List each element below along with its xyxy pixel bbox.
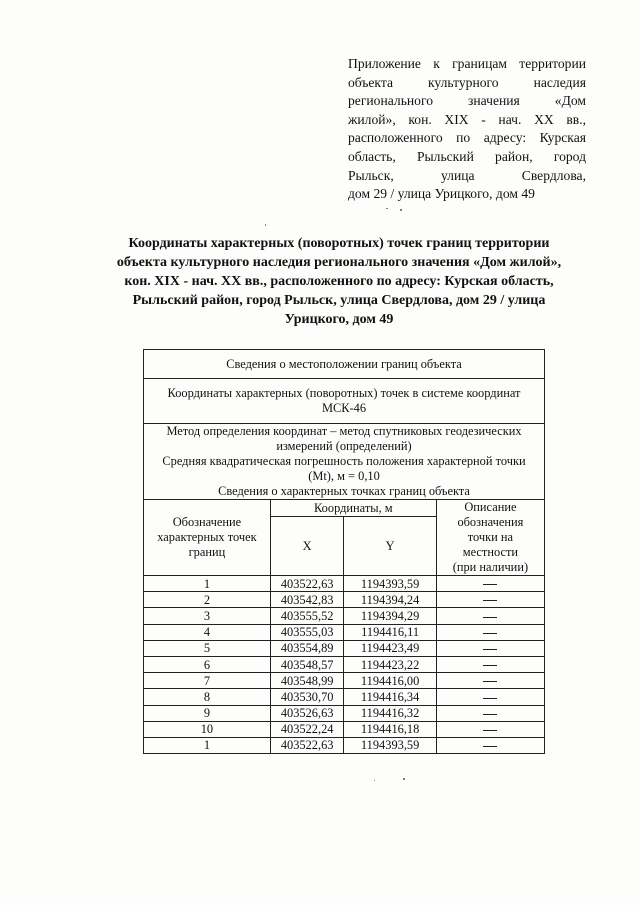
scan-speck	[386, 208, 388, 209]
coordinates-table	[143, 349, 545, 754]
dash-mark	[483, 633, 497, 634]
column-header-line: границ	[188, 545, 226, 559]
table-row	[144, 737, 545, 753]
title-line: Рыльский район, город Рыльск, улица Свердлова, дом 29 / улица	[132, 293, 546, 308]
table-row	[144, 608, 545, 624]
table-row	[144, 624, 545, 640]
column-header-line: точки на	[467, 530, 514, 544]
title-line: кон. XIX - нач. XX вв., расположенного по адресу: Курская область,	[124, 274, 554, 289]
cell-x: 403548,57	[270, 656, 344, 672]
scan-speck	[403, 778, 405, 780]
table-body	[144, 576, 545, 754]
cell-point: 5	[144, 640, 271, 656]
cell-y: 1194394,24	[344, 592, 436, 608]
cell-y: 1194423,22	[344, 656, 436, 672]
cell-description	[436, 624, 544, 640]
cell-x: 403555,52	[270, 608, 344, 624]
cell-y: 1194416,34	[344, 689, 436, 705]
cell-y: 1194416,18	[344, 721, 436, 737]
dash-mark	[483, 698, 497, 699]
cell-y: 1194416,32	[344, 705, 436, 721]
cell-x: 403548,99	[270, 673, 344, 689]
coordinate-system-line: Координаты характерных (поворотных) точек в системе координат	[167, 386, 521, 400]
method-header	[144, 424, 545, 500]
column-header-coordinates: Координаты, м	[270, 500, 436, 517]
method-line: измерений (определений)	[276, 439, 412, 453]
cell-description	[436, 673, 544, 689]
cell-description	[436, 689, 544, 705]
cell-point: 4	[144, 624, 271, 640]
dash-mark	[483, 730, 497, 731]
cell-point: 2	[144, 592, 271, 608]
cell-x: 403530,70	[270, 689, 344, 705]
cell-description	[436, 640, 544, 656]
column-header-point	[144, 500, 271, 576]
cell-x: 403522,63	[270, 576, 344, 592]
dash-mark	[483, 681, 497, 682]
table-row	[144, 705, 545, 721]
scan-speck	[265, 224, 266, 226]
method-line: Сведения о характерных точках границ объекта	[218, 484, 470, 498]
appendix-line: жилой», кон. XIX - нач. XX вв.,	[348, 111, 586, 127]
column-header-y: Y	[344, 517, 436, 576]
cell-description	[436, 592, 544, 608]
dash-mark	[483, 746, 497, 747]
cell-x: 403542,83	[270, 592, 344, 608]
coordinate-system-header	[144, 379, 545, 424]
cell-y: 1194393,59	[344, 737, 436, 753]
appendix-line: регионального значения «Дом	[348, 93, 586, 109]
cell-description	[436, 705, 544, 721]
cell-y: 1194423,49	[344, 640, 436, 656]
cell-description	[436, 721, 544, 737]
table-row	[144, 592, 545, 608]
column-header-line: характерных точек	[157, 530, 257, 544]
cell-x: 403522,63	[270, 737, 344, 753]
cell-x: 403555,03	[270, 624, 344, 640]
cell-point: 6	[144, 656, 271, 672]
cell-x: 403522,24	[270, 721, 344, 737]
cell-y: 1194394,29	[344, 608, 436, 624]
dash-mark	[483, 714, 497, 715]
method-line: Метод определения координат – метод спутниковых геодезических	[166, 424, 522, 438]
cell-point: 8	[144, 689, 271, 705]
title-line: Урицкого, дом 49	[284, 312, 394, 327]
method-line: (Mt), м = 0,10	[308, 469, 380, 483]
column-header-line: (при наличии)	[452, 560, 529, 574]
column-header-description	[436, 500, 544, 576]
coordinate-system-name: МСК-46	[321, 401, 367, 415]
appendix-note	[348, 55, 586, 204]
scan-speck	[374, 780, 375, 781]
cell-description	[436, 656, 544, 672]
appendix-line: Рыльск, улица Свердлова,	[348, 167, 586, 183]
cell-point: 3	[144, 608, 271, 624]
cell-point: 1	[144, 576, 271, 592]
table-row	[144, 673, 545, 689]
table-row	[144, 576, 545, 592]
column-header-x: X	[270, 517, 344, 576]
table-row	[144, 640, 545, 656]
cell-point: 10	[144, 721, 271, 737]
column-header-line: местности	[462, 545, 519, 559]
dash-mark	[483, 649, 497, 650]
dash-mark	[483, 617, 497, 618]
dash-mark	[483, 600, 497, 601]
column-header-line: Описание	[464, 500, 517, 514]
appendix-line: дом 29 / улица Урицкого, дом 49	[348, 186, 535, 202]
column-header-line: обозначения	[457, 515, 524, 529]
cell-point: 9	[144, 705, 271, 721]
cell-y: 1194416,11	[344, 624, 436, 640]
table-row	[144, 656, 545, 672]
appendix-line: расположенного по адресу: Курская	[348, 130, 586, 146]
appendix-line: объекта культурного наследия	[348, 74, 586, 90]
cell-description	[436, 576, 544, 592]
cell-x: 403526,63	[270, 705, 344, 721]
method-line: Средняя квадратическая погрешность положения характерной точки	[162, 454, 526, 468]
table-row	[144, 721, 545, 737]
table-section-header: Сведения о местоположении границ объекта	[144, 350, 545, 379]
appendix-line: Приложение к границам территории	[348, 56, 586, 71]
dash-mark	[483, 665, 497, 666]
dash-mark	[483, 584, 497, 585]
cell-y: 1194393,59	[344, 576, 436, 592]
cell-description	[436, 608, 544, 624]
cell-point: 7	[144, 673, 271, 689]
title-line: объекта культурного наследия регионального значения «Дом жилой»,	[116, 255, 562, 270]
title-line: Координаты характерных (поворотных) точек границ территории	[128, 236, 550, 251]
appendix-line: область, Рыльский район, город	[348, 148, 586, 164]
cell-point: 1	[144, 737, 271, 753]
cell-x: 403554,89	[270, 640, 344, 656]
scan-speck	[400, 209, 402, 211]
column-header-line: Обозначение	[172, 515, 242, 529]
table-row	[144, 689, 545, 705]
cell-y: 1194416,00	[344, 673, 436, 689]
document-title	[90, 234, 588, 329]
cell-description	[436, 737, 544, 753]
